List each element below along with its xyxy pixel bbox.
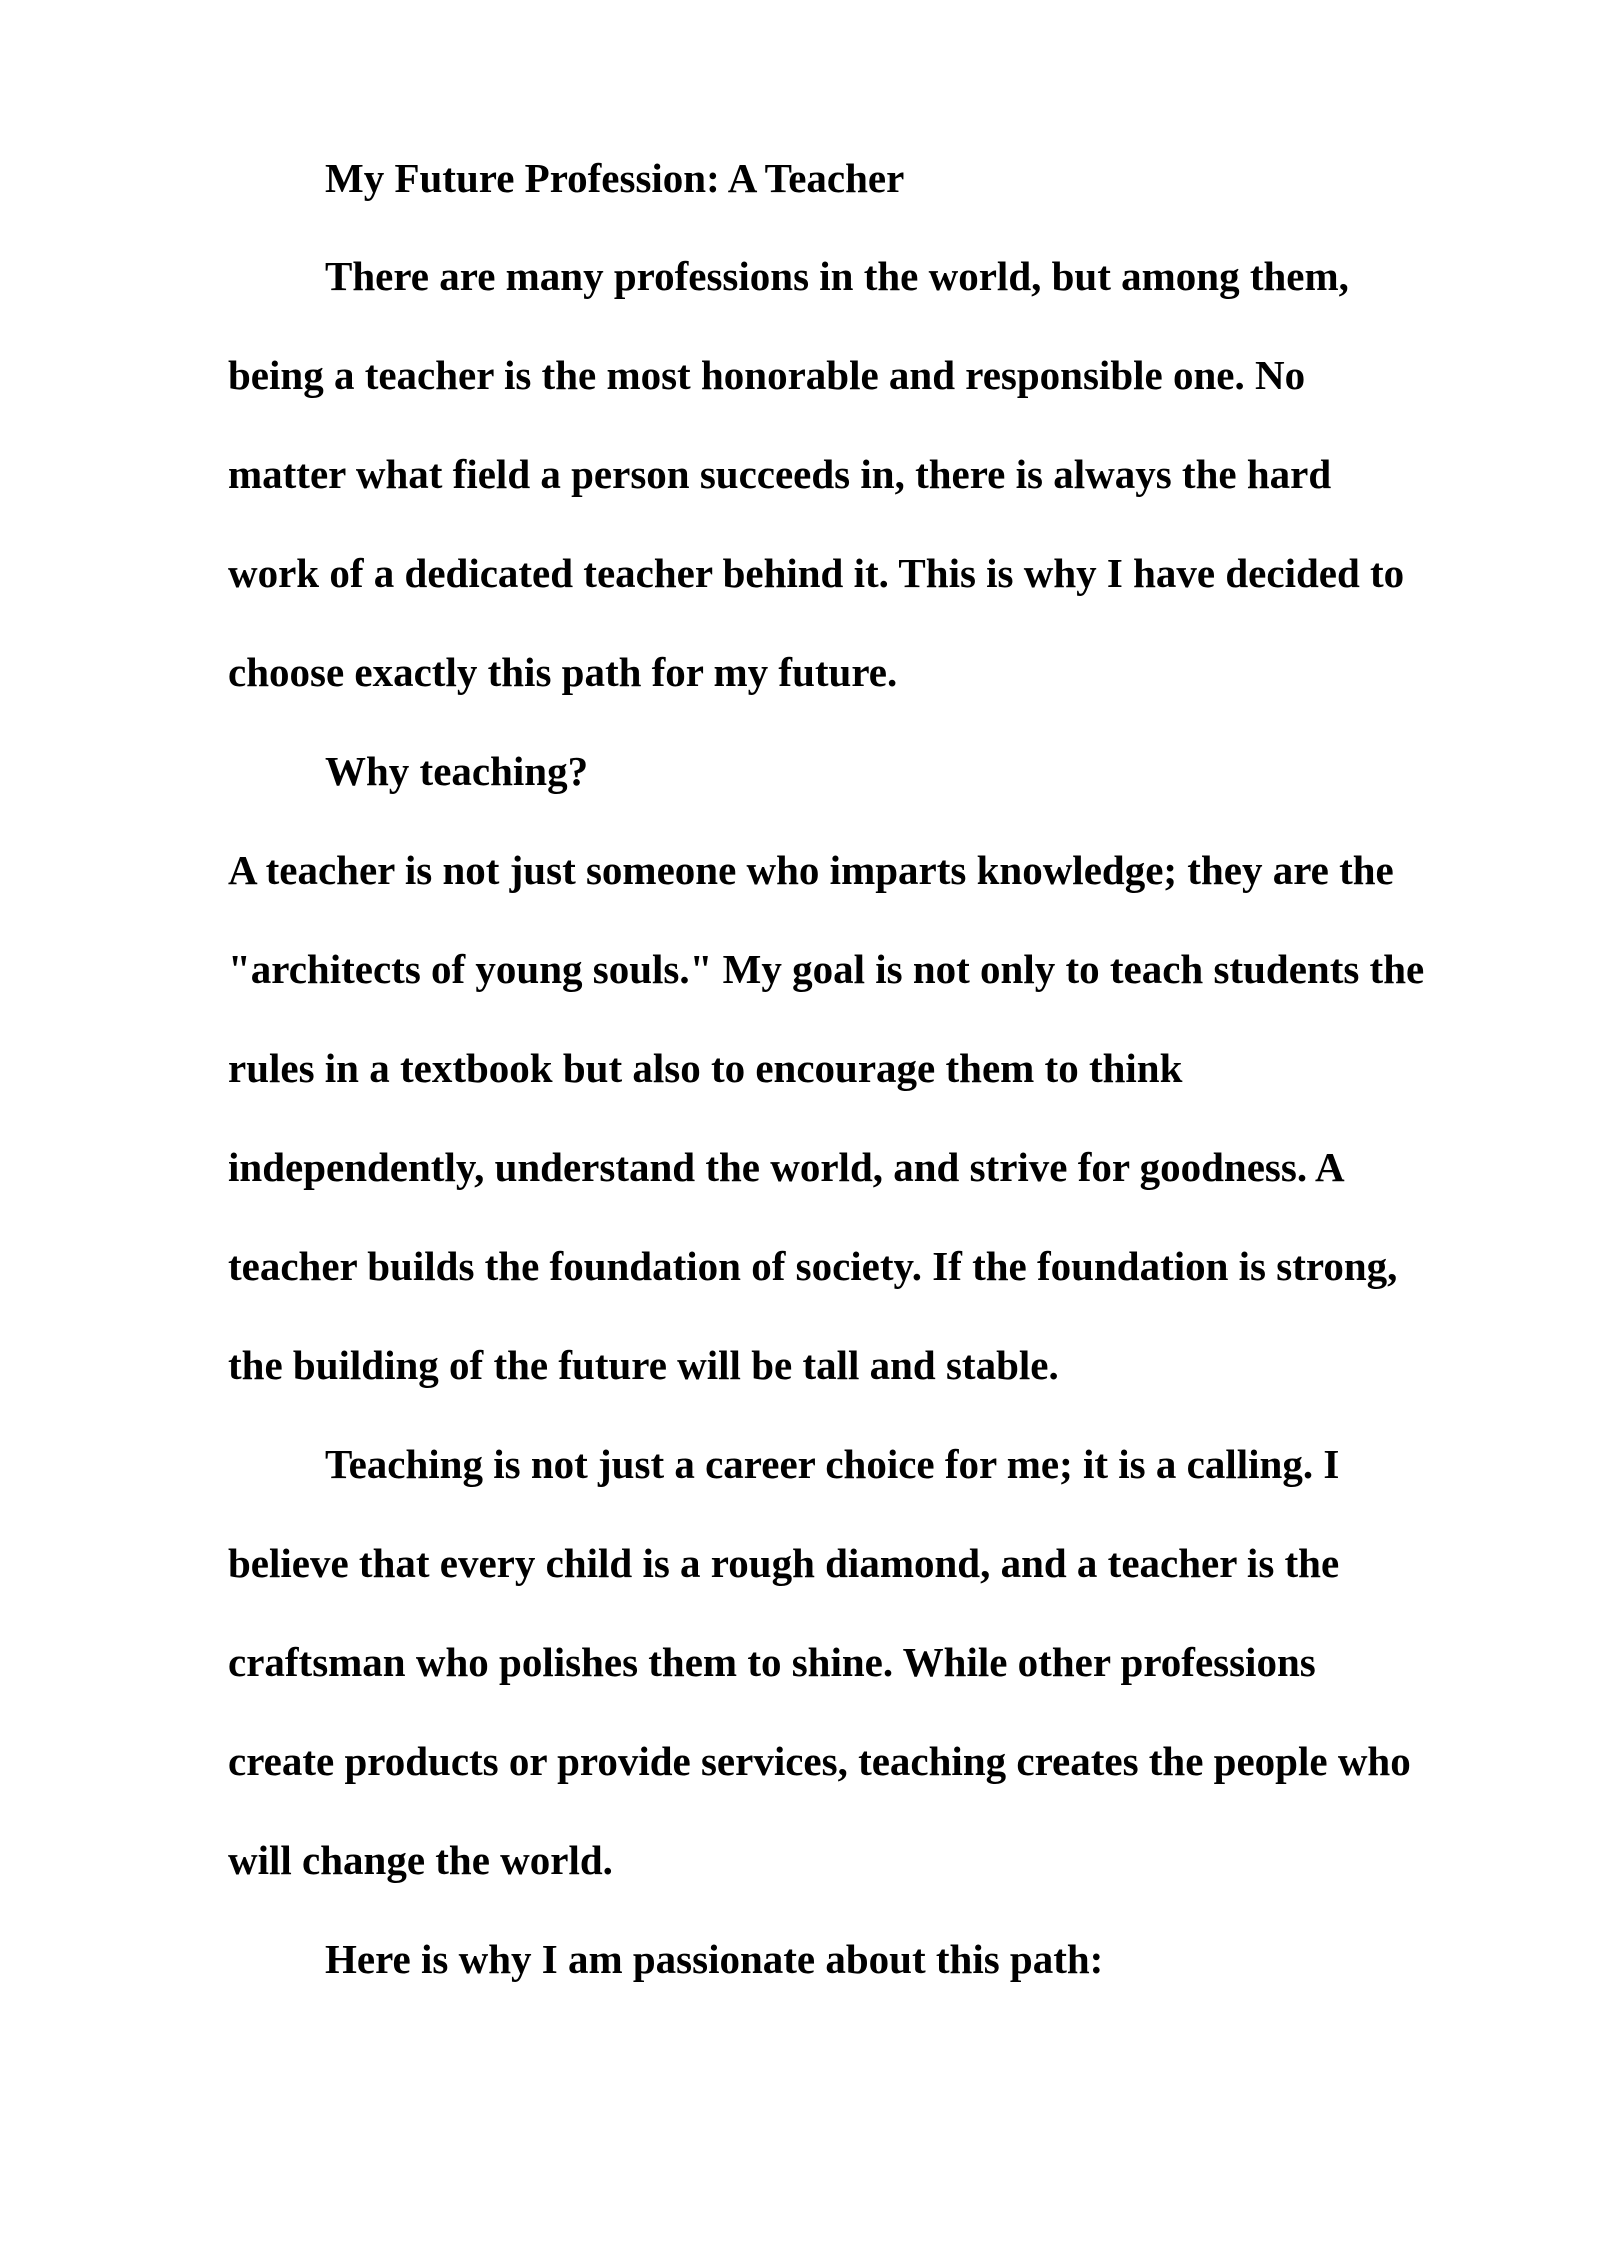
text-line: Teaching is not just a career choice for me; it is a calling. I <box>325 1441 1340 1487</box>
text-line: rules in a textbook but also to encourage them to think <box>228 1045 1183 1091</box>
subheading-why-teaching <box>228 722 1518 821</box>
text-line: teacher builds the foundation of society. If the foundation is strong, <box>228 1243 1398 1289</box>
closing-line <box>228 1910 1518 2009</box>
text-line: being a teacher is the most honorable and responsible one. No <box>228 352 1306 398</box>
text-line: matter what field a person succeeds in, there is always the hard <box>228 451 1332 497</box>
text-line: choose exactly this path for my future. <box>228 649 898 695</box>
text-line: independently, understand the world, and strive for goodness. A <box>228 1144 1345 1190</box>
subheading-text: Why teaching? <box>325 748 589 794</box>
closing-text: Here is why I am passionate about this path: <box>325 1936 1104 1982</box>
text-line: work of a dedicated teacher behind it. This is why I have decided to <box>228 550 1405 596</box>
text-line: believe that every child is a rough diamond, and a teacher is the <box>228 1540 1340 1586</box>
paragraph-architects <box>228 821 1518 1415</box>
text-line: craftsman who polishes them to shine. While other professions <box>228 1639 1316 1685</box>
text-line: create products or provide services, teaching creates the people who <box>228 1738 1411 1784</box>
document-title: My Future Profession: A Teacher <box>325 155 905 201</box>
paragraph-intro <box>228 227 1518 722</box>
text-line: A teacher is not just someone who imparts knowledge; they are the <box>228 847 1394 893</box>
text-line: will change the world. <box>228 1837 613 1883</box>
document-body <box>228 148 1518 2009</box>
text-line: "architects of young souls." My goal is not only to teach students the <box>228 946 1425 992</box>
text-line: There are many professions in the world, but among them, <box>325 253 1349 299</box>
paragraph-calling <box>228 1415 1518 1910</box>
text-line: the building of the future will be tall and stable. <box>228 1342 1059 1388</box>
